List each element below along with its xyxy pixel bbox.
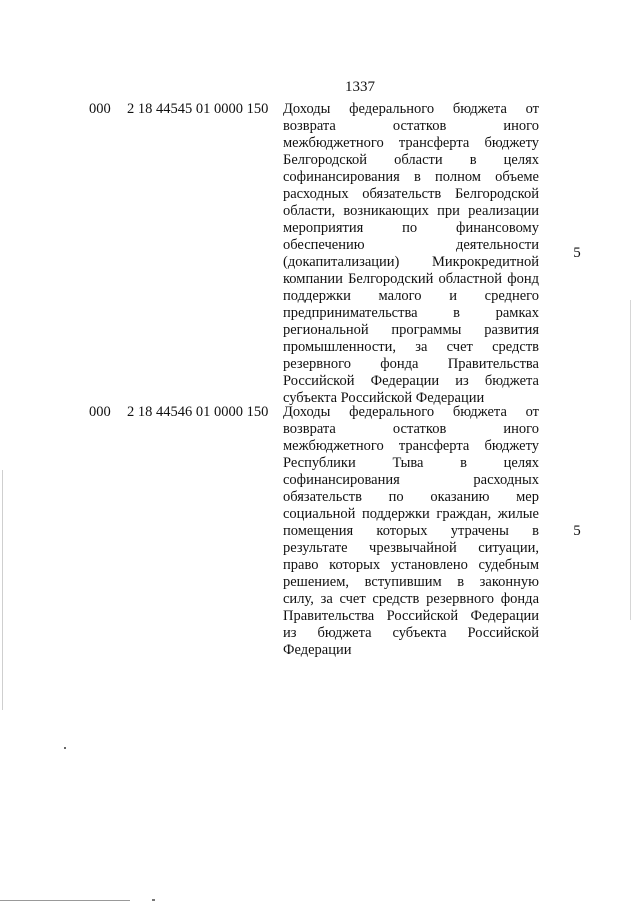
description-line: расходных обязательств Белгородской (283, 186, 539, 202)
description-line: мероприятия по финансовому (283, 220, 539, 236)
description-line: обеспечению деятельности (283, 237, 539, 253)
description-line: предпринимательства в рамках (283, 305, 539, 321)
description-line: Федерации (283, 642, 352, 658)
description-line: (докапитализации) Микрокредитной (283, 254, 539, 270)
description-line: обязательств по оказанию мер (283, 489, 539, 505)
description-line: решением, вступившим в законную (283, 574, 539, 590)
description-line: возврата остатков иного (283, 421, 539, 437)
description-line: субъекта Российской Федерации (283, 390, 485, 406)
amount-value: 5 (573, 523, 581, 539)
scan-edge-line (630, 300, 631, 620)
description-line: возврата остатков иного (283, 118, 539, 134)
description-line: Доходы федерального бюджета от (283, 101, 539, 117)
income-description (283, 101, 539, 407)
description-line: помещения которых утрачены в (283, 523, 539, 539)
admin-code: 000 (89, 101, 111, 117)
admin-code: 000 (89, 404, 111, 420)
description-line: межбюджетного трансферта бюджету (283, 438, 539, 454)
scan-speck (152, 899, 155, 901)
description-line: Доходы федерального бюджета от (283, 404, 539, 420)
description-line: резервного фонда Правительства (283, 356, 539, 372)
scan-edge-line (2, 470, 3, 710)
description-line: Правительства Российской Федерации (283, 608, 539, 624)
page-number: 1337 (345, 79, 375, 95)
description-line: области, возникающих при реализации (283, 203, 539, 219)
description-line: результате чрезвычайной ситуации, (283, 540, 539, 556)
scan-bottom-line (0, 900, 130, 901)
budget-classification-code: 2 18 44546 01 0000 150 (127, 404, 269, 420)
description-line: из бюджета субъекта Российской (283, 625, 539, 641)
description-line: промышленности, за счет средств (283, 339, 539, 355)
description-line: силу, за счет средств резервного фонда (283, 591, 539, 607)
amount-value: 5 (573, 245, 581, 261)
description-line: право которых установлено судебным (283, 557, 539, 573)
description-line: софинансирования расходных (283, 472, 539, 488)
description-line: софинансирования в полном объеме (283, 169, 539, 185)
budget-classification-code: 2 18 44545 01 0000 150 (127, 101, 269, 117)
description-line: межбюджетного трансферта бюджету (283, 135, 539, 151)
description-line: социальной поддержки граждан, жилые (283, 506, 539, 522)
description-line: Российской Федерации из бюджета (283, 373, 539, 389)
description-line: Белгородской области в целях (283, 152, 539, 168)
description-line: компании Белгородский областной фонд (283, 271, 539, 287)
description-line: поддержки малого и среднего (283, 288, 539, 304)
income-description (283, 404, 539, 659)
scan-speck (64, 747, 66, 749)
description-line: Республики Тыва в целях (283, 455, 539, 471)
description-line: региональной программы развития (283, 322, 539, 338)
